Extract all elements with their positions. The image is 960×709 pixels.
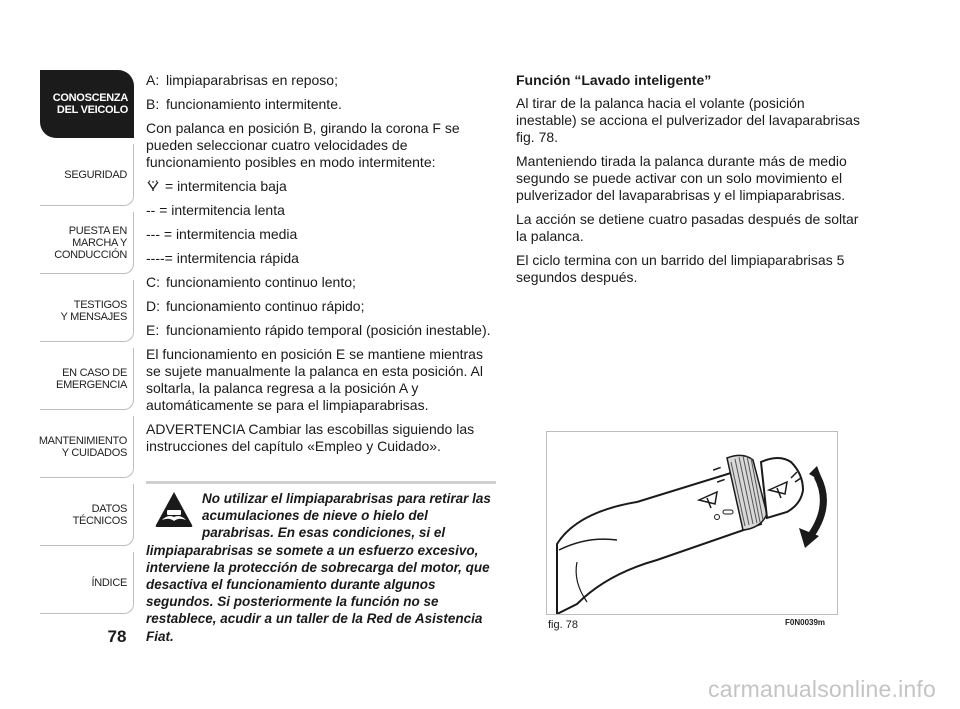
watermark: carmanualsonline.info	[708, 676, 936, 702]
tab-indice[interactable]: ÍNDICE	[40, 552, 134, 614]
figure-78	[546, 431, 838, 615]
speed-fast: ----= intermitencia rápida	[146, 250, 299, 266]
warning-text: No utilizar el limpiaparabrisas para retirar las acumulaciones de nieve o hielo del parabrisas. En esas condiciones, si el limpiaparabrisas se somete a un esfuerzo excesivo, interviene la protección de sobrecarga del motor, que desactiva el funcionamiento durante algunos segundos. Si posteriormente la función no se restablece, acudir a un taller de la Red de Asistencia Fiat.	[146, 491, 491, 644]
item-e: E: funcionamiento rápido temporal (posición inestable).	[146, 322, 491, 338]
speed-slow: -- = intermitencia lenta	[146, 202, 285, 218]
tab-conoscenza-del-veicolo[interactable]: CONOSCENZA DEL VEICOLO	[40, 70, 134, 138]
paragraph-stop: La acción se detiene cuatro pasadas después de soltar la palanca.	[516, 211, 859, 244]
warning-divider	[146, 481, 496, 484]
speed-medium: --- = intermitencia media	[146, 226, 298, 242]
paragraph-corona: Con palanca en posición B, girando la corona F se pueden seleccionar cuatro velocidades de funcionamiento posibles en modo intermitente:	[146, 120, 460, 170]
left-column	[146, 72, 496, 462]
tab-testigos[interactable]: TESTIGOS Y MENSAJES	[40, 280, 134, 342]
figure-caption: fig. 78	[548, 619, 578, 631]
intermittent-low-icon	[146, 180, 160, 192]
item-a: A: limpiaparabrisas en reposo;	[146, 72, 338, 88]
tab-seguridad[interactable]: SEGURIDAD	[40, 144, 134, 206]
tab-puesta-en-marcha[interactable]: PUESTA EN MARCHA Y CONDUCCIÓN	[40, 212, 134, 274]
paragraph-pull: Al tirar de la palanca hacia el volante (posición inestable) se acciona el pulverizador del lavaparabrisas fig. 78.	[516, 95, 860, 145]
tab-emergencia[interactable]: EN CASO DE EMERGENCIA	[40, 348, 134, 410]
figure-code: F0N0039m	[785, 618, 826, 627]
section-sidebar	[40, 70, 134, 620]
speed-low: = intermitencia baja	[146, 178, 496, 195]
right-column	[516, 72, 866, 293]
tab-mantenimiento[interactable]: MANTENIMIENTO Y CUIDADOS	[40, 416, 134, 478]
paragraph-cycle: El ciclo termina con un barrido del limpiaparabrisas 5 segundos después.	[516, 252, 845, 285]
tab-datos-tecnicos[interactable]: DATOS TÉCNICOS	[40, 484, 134, 546]
wiper-stalk-illustration	[547, 432, 837, 614]
item-b: B: funcionamiento intermitente.	[146, 96, 342, 112]
paragraph-advertencia: ADVERTENCIA Cambiar las escobillas siguiendo las instrucciones del capítulo «Empleo y Cuidado».	[146, 421, 475, 454]
item-c: C: funcionamiento continuo lento;	[146, 274, 356, 290]
item-d: D: funcionamiento continuo rápido;	[146, 298, 365, 314]
section-title: Función “Lavado inteligente”	[516, 72, 712, 88]
paragraph-hold: Manteniendo tirada la palanca durante más de medio segundo se puede activar con un solo movimiento el pulverizador del lavaparabrisas y el limpiaparabrisas.	[516, 153, 847, 203]
page-number: 78	[107, 627, 127, 646]
paragraph-position-e: El funcionamiento en posición E se mantiene mientras se sujete manualmente la palanca en esta posición. Al soltarla, la palanca regresa a la posición A y automáticamente se para el limpiaparabrisas.	[146, 346, 483, 413]
